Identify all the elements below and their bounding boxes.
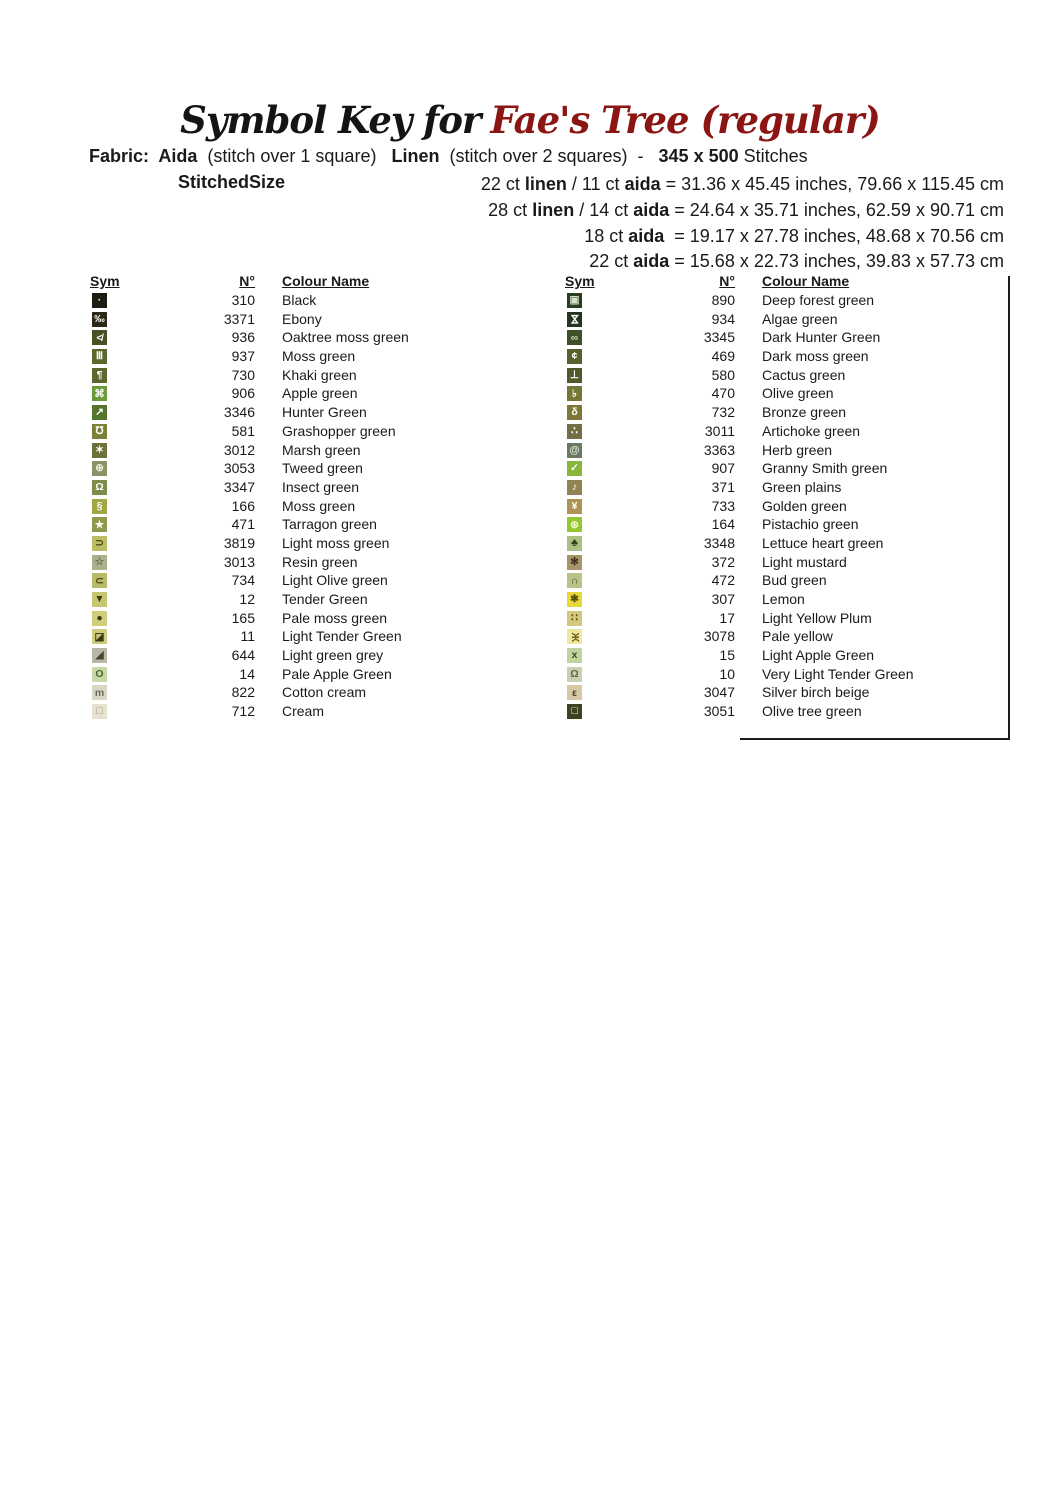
colour-name: Tarragon green — [282, 516, 377, 533]
symbol-glyph: ◢ — [95, 649, 104, 662]
colour-name: Silver birch beige — [762, 684, 870, 701]
symbol-swatch — [567, 293, 582, 308]
symbol-glyph: x — [571, 649, 578, 662]
thread-number: 890 — [711, 292, 735, 308]
text-segment: aida — [633, 251, 670, 272]
symbol-swatch — [567, 536, 582, 551]
colour-name: Pistachio green — [762, 516, 859, 533]
symbol-glyph: ⊕ — [95, 462, 104, 475]
thread-number: 166 — [231, 497, 255, 514]
text-segment: = 19.17 x 27.78 inches, 48.68 x 70.56 cm — [664, 225, 1004, 246]
text-segment: Fabric: — [89, 146, 159, 166]
symbol-glyph: ☆ — [94, 555, 105, 568]
colour-name: Light moss green — [282, 534, 390, 551]
symbol-swatch — [567, 480, 582, 495]
symbol-swatch — [92, 555, 107, 570]
table-row — [90, 553, 550, 572]
thread-number: 3347 — [223, 478, 255, 495]
symbol-glyph: ♭ — [572, 387, 577, 400]
thread-number: 936 — [231, 329, 255, 346]
symbol-swatch — [567, 499, 582, 514]
symbol-swatch — [567, 424, 582, 439]
symbol-glyph: ♣ — [571, 537, 578, 550]
thread-number: 371 — [711, 478, 735, 495]
symbol-glyph: ⌘ — [94, 387, 105, 400]
thread-number: 165 — [231, 609, 255, 626]
colour-name: Light Yellow Plum — [762, 609, 872, 626]
table-row — [90, 590, 550, 609]
symbol-swatch — [567, 555, 582, 570]
stitched-size-lines — [0, 172, 1004, 275]
symbol-swatch — [567, 312, 582, 327]
thread-number: 644 — [231, 647, 255, 664]
colour-name: Light green grey — [282, 647, 384, 664]
text-segment: / 14 ct — [574, 199, 634, 220]
thread-number: 3053 — [223, 460, 255, 477]
symbol-glyph: □ — [96, 705, 103, 718]
symbol-table-left — [90, 273, 550, 721]
table-row — [90, 441, 550, 460]
thread-number: 469 — [711, 348, 735, 365]
text-segment: (stitch over 2 squares) - — [439, 146, 659, 166]
thread-number: 372 — [711, 553, 735, 570]
text-segment: 18 ct — [584, 225, 629, 246]
symbol-glyph: § — [96, 499, 103, 512]
symbol-swatch — [567, 517, 582, 532]
stitched-size-line — [0, 224, 1004, 250]
symbol-swatch — [92, 424, 107, 439]
colour-name: Pale Apple Green — [282, 665, 392, 682]
symbol-glyph: ¥ — [571, 499, 578, 512]
text-segment: = 24.64 x 35.71 inches, 62.59 x 90.71 cm — [669, 199, 1004, 220]
symbol-swatch — [567, 667, 582, 682]
text-segment: linen — [532, 199, 575, 220]
symbol-glyph: ✓ — [570, 462, 579, 475]
thread-number: 310 — [231, 292, 255, 308]
text-segment: Aida — [158, 146, 198, 166]
table-body — [90, 291, 550, 721]
table-row — [90, 702, 550, 721]
symbol-swatch — [567, 611, 582, 626]
thread-number: 822 — [231, 684, 255, 701]
thread-number: 3363 — [703, 441, 735, 458]
symbol-glyph: O — [95, 668, 104, 680]
colour-name: Granny Smith green — [762, 460, 888, 477]
thread-number: 17 — [719, 609, 735, 626]
thread-number: 3346 — [223, 404, 255, 421]
symbol-glyph: ∴ — [571, 425, 578, 438]
thread-number: 733 — [711, 497, 735, 514]
colour-name: Artichoke green — [762, 422, 861, 439]
table-row — [90, 609, 550, 628]
colour-name: Deep forest green — [762, 292, 875, 308]
symbol-swatch — [92, 293, 107, 308]
text-segment: 22 ct — [589, 251, 634, 272]
thread-number: 712 — [231, 703, 255, 720]
colour-name: Cactus green — [762, 366, 846, 383]
column-header-sym: Sym — [90, 273, 120, 289]
colour-name: Dark moss green — [762, 348, 869, 365]
page-title-prefix: Symbol Key for — [180, 98, 481, 142]
colour-name: Oaktree moss green — [282, 329, 409, 346]
symbol-swatch — [92, 405, 107, 420]
thread-number: 3345 — [703, 329, 735, 346]
colour-name: Green plains — [762, 478, 842, 495]
symbol-glyph: ε — [572, 686, 577, 699]
symbol-glyph: ∞ — [570, 331, 579, 344]
symbol-swatch — [92, 480, 107, 495]
symbol-swatch — [567, 349, 582, 364]
symbol-glyph: δ — [571, 406, 578, 419]
colour-name: Resin green — [282, 553, 358, 570]
colour-name: Lemon — [762, 591, 805, 607]
thread-number: 730 — [231, 366, 255, 383]
table-row — [90, 384, 550, 403]
symbol-swatch — [92, 629, 107, 644]
table-row — [90, 571, 550, 590]
colour-name: Cotton cream — [282, 684, 367, 701]
symbol-swatch — [92, 443, 107, 458]
thread-number: 3051 — [703, 703, 735, 720]
text-segment: = 15.68 x 22.73 inches, 39.83 x 57.73 cm — [669, 251, 1004, 272]
column-header-number: N° — [239, 273, 255, 289]
symbol-swatch — [92, 667, 107, 682]
symbol-swatch — [92, 685, 107, 700]
thread-number: 3348 — [703, 534, 735, 551]
stitched-size-label: StitchedSize — [178, 172, 286, 192]
colour-name: Herb green — [762, 441, 833, 458]
thread-number: 470 — [711, 385, 735, 402]
table-row — [90, 422, 550, 441]
colour-name: Moss green — [282, 348, 356, 365]
thread-number: 581 — [231, 422, 255, 439]
symbol-glyph: Ω — [95, 481, 104, 494]
thread-number: 12 — [239, 591, 255, 607]
thread-number: 937 — [231, 348, 255, 365]
colour-name: Tender Green — [282, 591, 368, 607]
symbol-glyph: ▼ — [94, 593, 105, 606]
symbol-swatch — [567, 573, 582, 588]
text-segment: aida — [633, 199, 670, 220]
text-segment: aida — [624, 174, 661, 194]
text-segment: Stitches — [738, 146, 808, 166]
colour-name: Olive tree green — [762, 703, 862, 720]
thread-number: 11 — [240, 628, 255, 645]
colour-name: Black — [282, 292, 317, 308]
symbol-glyph: ¢ — [571, 350, 578, 363]
table-row — [90, 459, 550, 478]
page-title — [0, 98, 1060, 142]
text-segment: linen — [524, 174, 567, 194]
table-row — [90, 665, 550, 684]
colour-name: Light Apple Green — [762, 647, 875, 664]
text-segment: / 11 ct — [566, 174, 625, 194]
symbol-swatch — [92, 312, 107, 327]
table-row — [90, 366, 550, 385]
thread-number: 472 — [711, 572, 735, 589]
symbol-swatch — [92, 517, 107, 532]
symbol-glyph: ♪ — [571, 481, 578, 494]
table-row — [90, 515, 550, 534]
symbol-glyph: ℧ — [95, 425, 104, 438]
symbol-swatch — [92, 536, 107, 551]
thread-number: 3819 — [223, 534, 255, 551]
colour-name: Pale moss green — [282, 609, 388, 626]
table-row — [90, 347, 550, 366]
thread-number: 734 — [231, 572, 255, 589]
fabric-line — [89, 146, 808, 167]
column-header-colour: Colour Name — [762, 273, 850, 289]
text-segment: 345 x 500 — [658, 146, 739, 166]
stitched-size-line — [0, 172, 1004, 198]
symbol-glyph: ✻ — [570, 555, 579, 568]
symbol-glyph: ◪ — [94, 630, 105, 643]
symbol-glyph: ⊛ — [570, 518, 579, 531]
stitched-size-line — [0, 198, 1004, 224]
symbol-glyph: · — [97, 294, 102, 307]
table-border-line — [740, 276, 1010, 740]
symbol-swatch — [567, 443, 582, 458]
colour-name: Very Light Tender Green — [762, 665, 914, 682]
table-header — [90, 273, 550, 291]
thread-number: 906 — [231, 385, 255, 402]
thread-number: 907 — [711, 460, 735, 477]
colour-name: Insect green — [282, 478, 360, 495]
thread-number: 14 — [239, 665, 255, 682]
thread-number: 3011 — [704, 422, 735, 439]
symbol-glyph: ⋈ — [568, 313, 581, 325]
table-row — [90, 403, 550, 422]
symbol-glyph: m — [94, 686, 105, 699]
text-segment: 22 ct — [480, 174, 525, 194]
symbol-swatch — [567, 592, 582, 607]
symbol-glyph: ∩ — [570, 574, 579, 587]
symbol-swatch — [92, 592, 107, 607]
symbol-swatch — [92, 349, 107, 364]
symbol-glyph: ∷ — [571, 611, 578, 624]
thread-number: 3012 — [223, 441, 255, 458]
symbol-swatch — [567, 368, 582, 383]
symbol-glyph: ¶ — [96, 369, 103, 381]
symbol-glyph: ★ — [94, 518, 105, 531]
symbol-glyph: Ω — [570, 668, 579, 680]
colour-name: Light Olive green — [282, 572, 388, 589]
symbol-swatch — [92, 461, 107, 476]
thread-number: 3078 — [703, 628, 735, 645]
symbol-glyph: ✶ — [95, 443, 104, 456]
text-segment: 28 ct — [488, 199, 533, 220]
symbol-glyph: ≮ — [96, 331, 103, 344]
symbol-swatch — [567, 405, 582, 420]
colour-name: Marsh green — [282, 441, 361, 458]
colour-name: Moss green — [282, 497, 356, 514]
colour-name: Pale yellow — [762, 628, 833, 645]
colour-name: Apple green — [282, 385, 358, 402]
thread-number: 934 — [711, 310, 735, 327]
symbol-swatch — [567, 685, 582, 700]
page-title-name: Fae's Tree (regular) — [490, 98, 880, 142]
symbol-swatch — [92, 648, 107, 663]
column-header-number: N° — [719, 273, 735, 289]
symbol-swatch — [567, 648, 582, 663]
symbol-swatch — [92, 704, 107, 719]
colour-name: Light mustard — [762, 553, 847, 570]
text-segment: aida — [628, 225, 665, 246]
table-row — [90, 478, 550, 497]
thread-number: 3371 — [223, 310, 255, 327]
thread-number: 307 — [711, 591, 735, 607]
symbol-swatch — [92, 368, 107, 383]
text-segment: (stitch over 1 square) — [197, 146, 392, 166]
colour-name: Bud green — [762, 572, 827, 589]
thread-number: 732 — [711, 404, 735, 421]
symbol-glyph: ⊥ — [569, 369, 580, 381]
colour-name: Hunter Green — [282, 404, 367, 421]
thread-number: 164 — [711, 516, 735, 533]
thread-number: 580 — [711, 366, 735, 383]
table-row — [90, 310, 550, 329]
table-row — [90, 497, 550, 516]
column-header-colour: Colour Name — [282, 273, 370, 289]
thread-number: 3047 — [703, 684, 735, 701]
symbol-glyph: ✱ — [570, 593, 579, 606]
symbol-glyph: ↗ — [95, 406, 104, 419]
thread-number: 3013 — [223, 553, 255, 570]
symbol-swatch — [92, 386, 107, 401]
symbol-swatch — [92, 330, 107, 345]
colour-name: Light Tender Green — [282, 628, 402, 645]
thread-number: 471 — [231, 516, 255, 533]
colour-name: Cream — [282, 703, 325, 720]
symbol-glyph: @ — [569, 443, 580, 456]
text-segment: Linen — [391, 146, 440, 166]
colour-name: Olive green — [762, 385, 834, 402]
symbol-glyph: ● — [96, 611, 103, 624]
colour-name: Khaki green — [282, 366, 357, 383]
colour-name: Golden green — [762, 497, 847, 514]
table-row — [90, 646, 550, 665]
symbol-swatch — [567, 461, 582, 476]
colour-name: Ebony — [282, 310, 322, 327]
colour-name: Dark Hunter Green — [762, 329, 881, 346]
symbol-swatch — [567, 330, 582, 345]
colour-name: Lettuce heart green — [762, 534, 884, 551]
symbol-swatch — [92, 499, 107, 514]
stitched-size-line — [0, 249, 1004, 275]
colour-name: Grashopper green — [282, 422, 396, 439]
colour-name: Bronze green — [762, 404, 847, 421]
symbol-glyph: Ж — [568, 632, 581, 642]
symbol-glyph: ⊂ — [95, 574, 104, 587]
colour-name: Tweed green — [282, 460, 363, 477]
symbol-swatch — [92, 573, 107, 588]
symbol-swatch — [567, 629, 582, 644]
table-row — [90, 328, 550, 347]
table-row — [90, 683, 550, 702]
symbol-glyph: ▣ — [569, 294, 580, 307]
symbol-glyph: ⊃ — [95, 537, 104, 550]
thread-number: 10 — [719, 665, 735, 682]
text-segment: = 31.36 x 45.45 inches, 79.66 x 115.45 cm — [660, 174, 1004, 194]
symbol-swatch — [567, 704, 582, 719]
symbol-glyph: □ — [571, 705, 578, 718]
symbol-swatch — [567, 386, 582, 401]
table-row — [90, 291, 550, 310]
table-row — [90, 627, 550, 646]
symbol-glyph: Ⅲ — [95, 350, 104, 363]
thread-number: 15 — [719, 647, 735, 664]
table-row — [90, 534, 550, 553]
symbol-swatch — [92, 611, 107, 626]
colour-name: Algae green — [762, 310, 838, 327]
column-header-sym: Sym — [565, 273, 595, 289]
symbol-glyph: ‰ — [94, 312, 105, 325]
